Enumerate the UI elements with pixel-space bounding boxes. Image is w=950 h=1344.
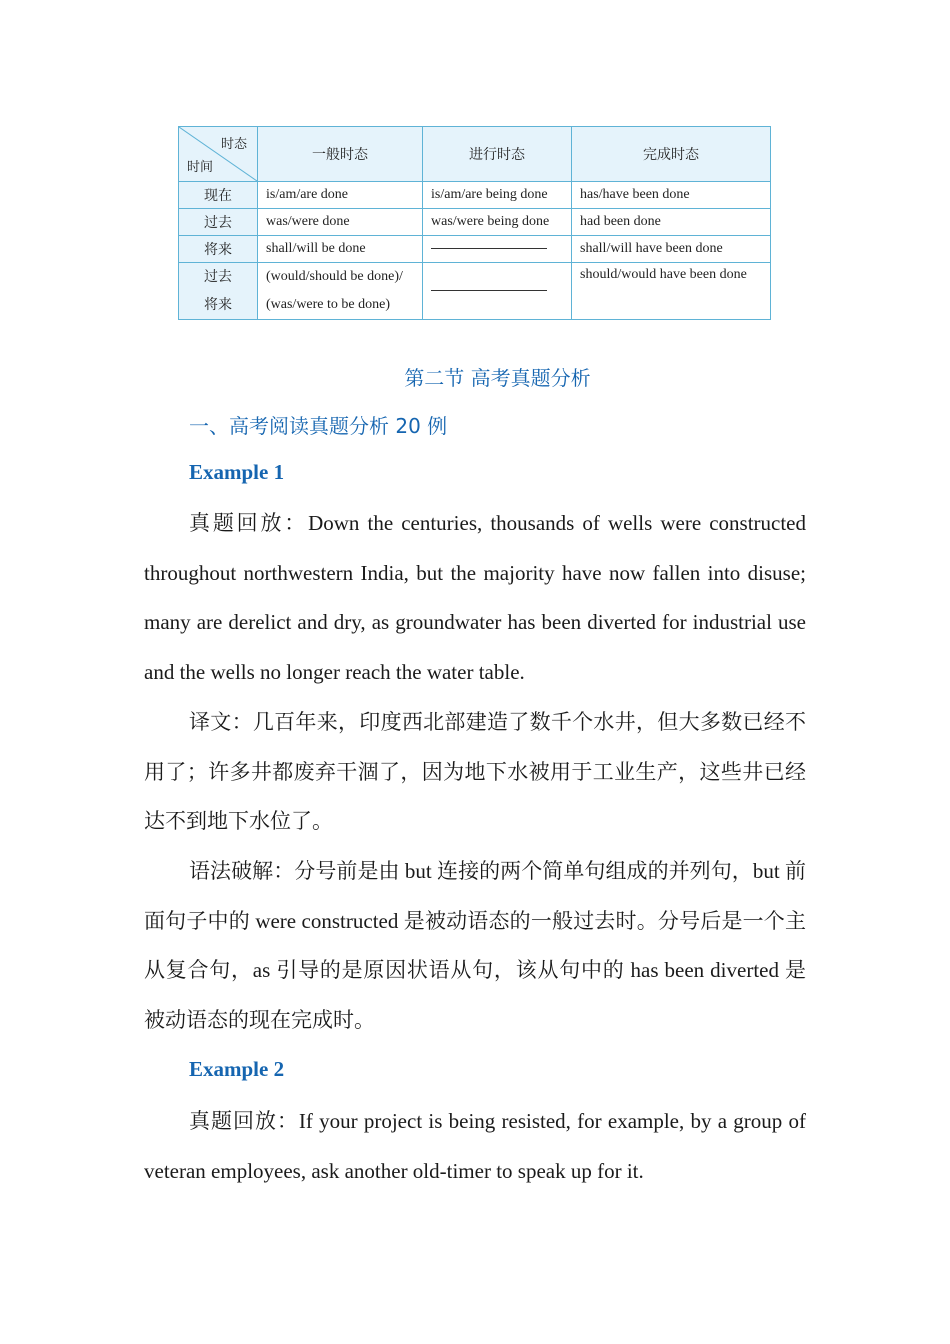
row-label-line: 将来 <box>204 297 232 313</box>
row-label: 现在 <box>179 182 258 209</box>
table-cell: shall/will have been done <box>572 236 771 263</box>
example-1-translation: 译文：几百年来，印度西北部建造了数千个水井，但大多数已经不用了；许多井都废弃干涸了，因为地下水被用于工业生产，这些井已经达不到地下水位了。 <box>144 710 806 834</box>
header-perfect: 完成时态 <box>572 127 771 182</box>
row-label <box>179 263 258 320</box>
row-label-line: 过去 <box>204 269 232 285</box>
table-cell <box>258 263 423 320</box>
table-cell: is/am/are being done <box>423 182 572 209</box>
table-row <box>179 236 771 263</box>
sub-title: 一、高考阅读真题分析 20 例 <box>189 414 448 438</box>
header-simple: 一般时态 <box>258 127 423 182</box>
table-row <box>179 209 771 236</box>
cell-line: (was/were to be done) <box>266 297 391 312</box>
example-1-heading: Example 1 <box>189 460 285 484</box>
dash-line <box>431 248 547 249</box>
table-cell: was/were done <box>258 209 423 236</box>
table-corner-cell <box>179 127 258 182</box>
row-label: 过去 <box>179 209 258 236</box>
table-cell: had been done <box>572 209 771 236</box>
corner-label-time: 时间 <box>187 160 214 175</box>
example-1-analysis: 语法破解：分号前是由 but 连接的两个简单句组成的并列句，but 前面句子中的 were constructed 是被动语态的一般过去时。分号后是一个主从复合句，as 引导的是原因状语从句，该从句中的 has been diverted 是被动语态的现在完成时。 <box>144 859 806 1032</box>
table-cell: is/am/are done <box>258 182 423 209</box>
table-row <box>179 263 771 320</box>
example-2-heading: Example 2 <box>189 1057 285 1081</box>
row-label: 将来 <box>179 236 258 263</box>
example-1-original: 真题回放：Down the centuries, thousands of wells were constructed throughout northwestern India, but the majority have now fallen into disuse; many are derelict and dry, as groundwater has been diverted for industrial use and the wells no longer reach the water table. <box>144 511 806 684</box>
corner-label-tense: 时态 <box>220 137 247 152</box>
example-2-original: 真题回放：If your project is being resisted, for example, by a group of veteran employees, ask another old-timer to speak up for it. <box>144 1109 806 1183</box>
table-cell: shall/will be done <box>258 236 423 263</box>
tense-voice-table <box>178 126 771 320</box>
table-cell-empty <box>423 263 572 320</box>
table-cell: was/were being done <box>423 209 572 236</box>
table-header-row <box>179 127 771 182</box>
table-cell: should/would have been done <box>572 263 771 320</box>
table-row <box>179 182 771 209</box>
table-cell-empty <box>423 236 572 263</box>
cell-line: (would/should be done)/ <box>266 269 403 284</box>
section-title: 第二节 高考真题分析 <box>404 366 591 390</box>
table-cell: has/have been done <box>572 182 771 209</box>
header-progressive: 进行时态 <box>423 127 572 182</box>
dash-line <box>431 290 547 291</box>
